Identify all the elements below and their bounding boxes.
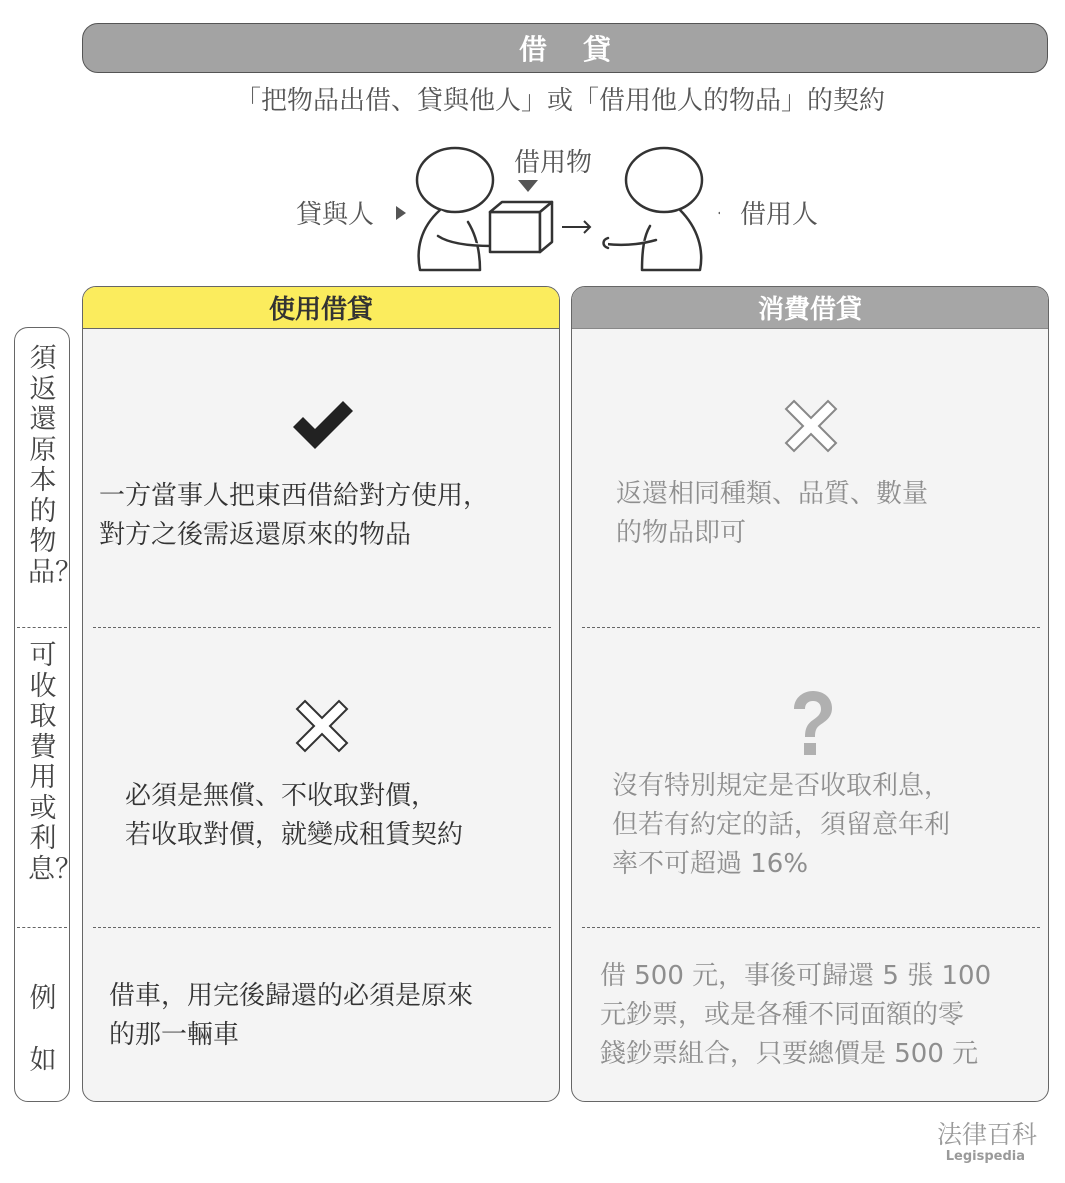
page-title: 借貸 — [518, 33, 647, 66]
subtitle: 「把物品出借、貸與他人」或「借用他人的物品」的契約 — [234, 86, 885, 116]
lending-illustration — [380, 140, 720, 280]
side-divider — [17, 927, 67, 928]
use-loan-header-label: 使用借貸 — [268, 295, 373, 325]
question-icon — [788, 691, 836, 757]
consumption-loan-return-text: 返還相同種類、品質、數量 的物品即可 — [616, 479, 929, 548]
consumption-loan-example-text: 借 500 元，事後可歸還 5 張 100 元鈔票，或是各種不同面額的零 錢鈔票組合，只要總價是 500 元 — [600, 961, 992, 1069]
use-loan-column — [82, 286, 560, 1102]
consumption-loan-header — [572, 287, 1048, 329]
consumption-loan-interest-text: 沒有特別規定是否收取利息， 但若有約定的話，須留意年利 率不可超過 16% — [612, 771, 951, 879]
row-question-example: 例如 — [29, 983, 57, 1076]
use-loan-header — [83, 287, 559, 329]
item-label: 借用物 — [514, 148, 593, 178]
side-divider — [17, 627, 67, 628]
row-divider — [93, 927, 551, 928]
lender-figure — [417, 148, 493, 270]
row-divider — [582, 627, 1040, 628]
brand-name-en: Legispedia — [945, 1149, 1025, 1164]
consumption-loan-column — [571, 286, 1049, 1102]
lender-label: 貸與人 — [296, 200, 375, 230]
brand-name: 法律百科 — [936, 1120, 1037, 1149]
use-loan-example-text: 借車，用完後歸還的必須是原來 的那一輛車 — [109, 981, 474, 1050]
title-bar — [82, 23, 1048, 73]
check-icon — [291, 399, 355, 451]
use-loan-return-text: 一方當事人把東西借給對方使用， 對方之後需返還原來的物品 — [99, 481, 490, 550]
row-question-return: 須返還原本的物品？ — [28, 343, 82, 588]
borrower-label: 借用人 — [740, 200, 819, 230]
cross-icon — [295, 699, 349, 753]
row-question-interest: 可收取費用或利息？ — [28, 640, 82, 885]
cross-icon — [784, 399, 838, 453]
row-divider — [93, 627, 551, 628]
consumption-loan-header-label: 消費借貸 — [757, 295, 862, 325]
lender-arrow-icon — [396, 206, 406, 220]
transfer-arrow-icon — [562, 221, 590, 233]
borrower-figure — [604, 148, 703, 270]
use-loan-interest-text: 必須是無償、不收取對價， 若收取對價，就變成租賃契約 — [125, 781, 464, 850]
borrower-arrow-icon — [718, 206, 720, 220]
item-arrow-icon — [518, 180, 538, 192]
box-icon — [490, 202, 552, 252]
question-column — [14, 327, 82, 1102]
row-divider — [582, 927, 1040, 928]
